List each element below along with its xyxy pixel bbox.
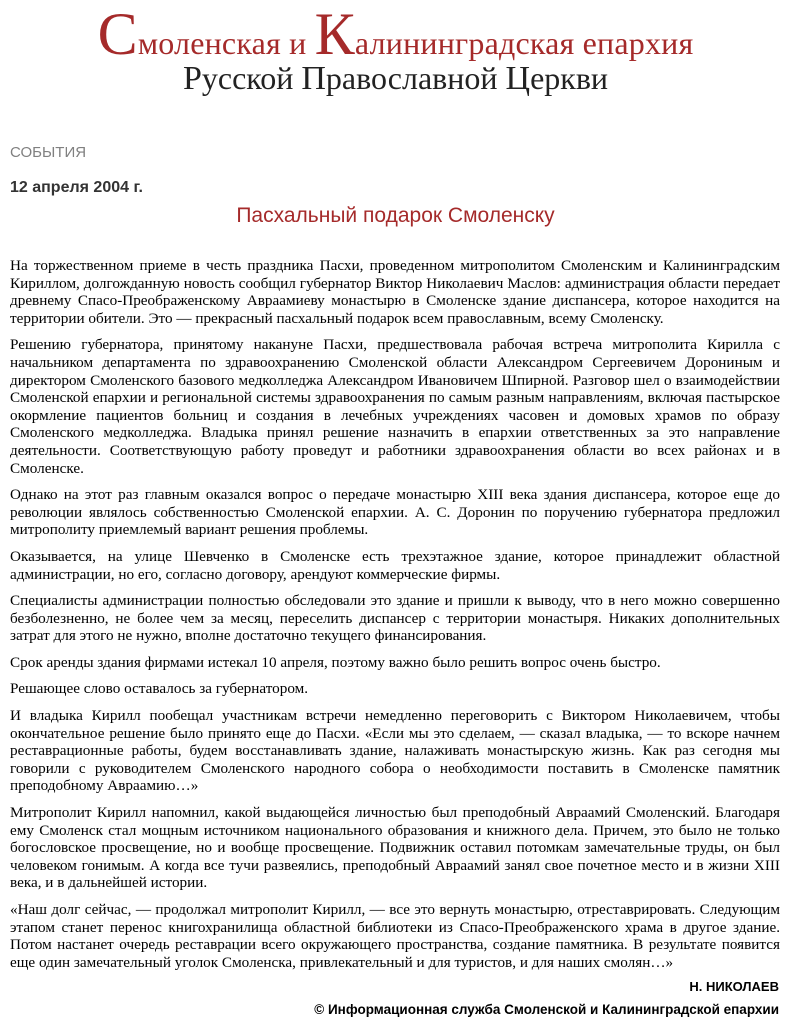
masthead-initial: Р bbox=[182, 60, 202, 97]
article-headline: Пасхальный подарок Смоленску bbox=[236, 204, 555, 227]
masthead-word: моленская и bbox=[137, 25, 315, 61]
article-paragraph: На торжественном приеме в честь праздника Пасхи, проведенном митрополитом Смоленским и Калининградским Кириллом, долгожданную новость сообщил губернатор Виктор Николаевич Маслов: администрация области передает древнему Спасо-Преображенскому Авраамиеву монастырю в Смоленске здание диспансера, которое находится на территории обители. Это — прекрасный пасхальный подарок всем православным, всему Смоленску. bbox=[10, 257, 780, 327]
article-paragraph: Специалисты администрации полностью обследовали это здание и пришли к выводу, что в него можно совершенно безболезненно, не более чем за месяц, переселить диспансер с территории монастыря. Никаких дополнительных затрат для этого не нужно, вполне достаточно текущего финансирования. bbox=[10, 592, 780, 645]
article-paragraph: Однако на этот раз главным оказался вопрос о передаче монастырю XIII века здания диспансера, которое еще до революции являлось собственностью Смоленской епархии. А. С. Доронин по поручению губернатора предложил митрополиту приемлемый вариант решения проблемы. bbox=[10, 486, 780, 539]
masthead-word: равославной bbox=[325, 60, 506, 96]
article-paragraph: Решению губернатора, принятому накануне Пасхи, предшествовала рабочая встреча митрополита Кирилла с начальником департамента по здравоохранению Смоленской области Александром Сергеевичем Дорониным и директором Смоленского базового медколледжа Александром Ивановичем Шпирной. Разговор шел о взаимодействии Смоленской епархии и региональной системы здравоохранения по самым разным направлениям, включая пастырское окормление пациентов больниц и создания в лечебных учреждениях часовен и домовых храмов по образу Смоленского медколледжа. Владыка принял решение назначить в епархии ответственных за это направление деятельности. Соответствующую работу проведут и работники здравоохранения области во всех районах и в Смоленске. bbox=[10, 336, 780, 477]
section-label: СОБЫТИЯ bbox=[10, 144, 87, 161]
article-paragraph: Митрополит Кирилл напомнил, какой выдающейся личностью был преподобный Авраамий Смоленский. Благодаря ему Смоленск стал мощным источником национального образования и книжного дела. Причем, это было не только богословское просвещение, но и вообще просвещение. Подвижник оставил потомкам замечательные труды, он был человеком гонимым. А когда все тучи развеялись, преподобный Авраамий занял свое почетное место и в жизни XIII века, и в дальнейшей истории. bbox=[10, 804, 780, 892]
article-paragraph: «Наш долг сейчас, — продолжал митрополит Кирилл, — все это вернуть монастырю, отреставрировать. Следующим этапом станет перенос книгохранилища областной библиотеки из Спасо-Преображенского храма в другое здание. Потом настанет очередь реставрации всего окружающего пространства, создание памятника. В результате появится еще один замечательный уголок Смоленска, привлекательный и для туристов, и для наших смолян…» bbox=[10, 901, 780, 971]
masthead-word: еркви bbox=[530, 60, 609, 96]
masthead-word: алининградская епархия bbox=[354, 25, 694, 61]
masthead-initial: К bbox=[314, 1, 355, 67]
masthead-logo bbox=[0, 0, 791, 110]
copyright-notice: © Информационная служба Смоленской и Калининградской епархии bbox=[314, 1002, 779, 1017]
masthead-initial: Ц bbox=[505, 60, 531, 97]
article-paragraph: Решающее слово оставалось за губернатором. bbox=[10, 680, 309, 698]
masthead-word: усской bbox=[201, 60, 302, 96]
masthead-initial: П bbox=[301, 60, 326, 97]
article-author: Н. НИКОЛАЕВ bbox=[689, 979, 779, 994]
masthead-initial: С bbox=[97, 1, 138, 67]
article-paragraph: Оказывается, на улице Шевченко в Смоленске есть трехэтажное здание, которое принадлежит областной администрации, но его, согласно договору, арендуют коммерческие фирмы. bbox=[10, 547, 780, 583]
article-paragraph: Срок аренды здания фирмами истекал 10 апреля, поэтому важно было решить вопрос очень быстро. bbox=[10, 653, 661, 671]
masthead-line-1 bbox=[0, 1, 791, 67]
article-date: 12 апреля 2004 г. bbox=[10, 179, 143, 196]
article-body bbox=[10, 257, 780, 980]
article-paragraph: И владыка Кирилл пообещал участникам встречи немедленно переговорить с Виктором Николаевичем, чтобы окончательное решение было принято еще до Пасхи. «Если мы это сделаем, — сказал владыка, — то вскоре начнем реставрационные работы, будем восстанавливать здание, налаживать монастырскую жизнь. Как раз сегодня мы говорили с руководителем Смоленского народного собора о необходимости поставить в Смоленске памятник преподобному Авраамию…» bbox=[10, 707, 780, 795]
masthead-line-2 bbox=[0, 60, 791, 98]
